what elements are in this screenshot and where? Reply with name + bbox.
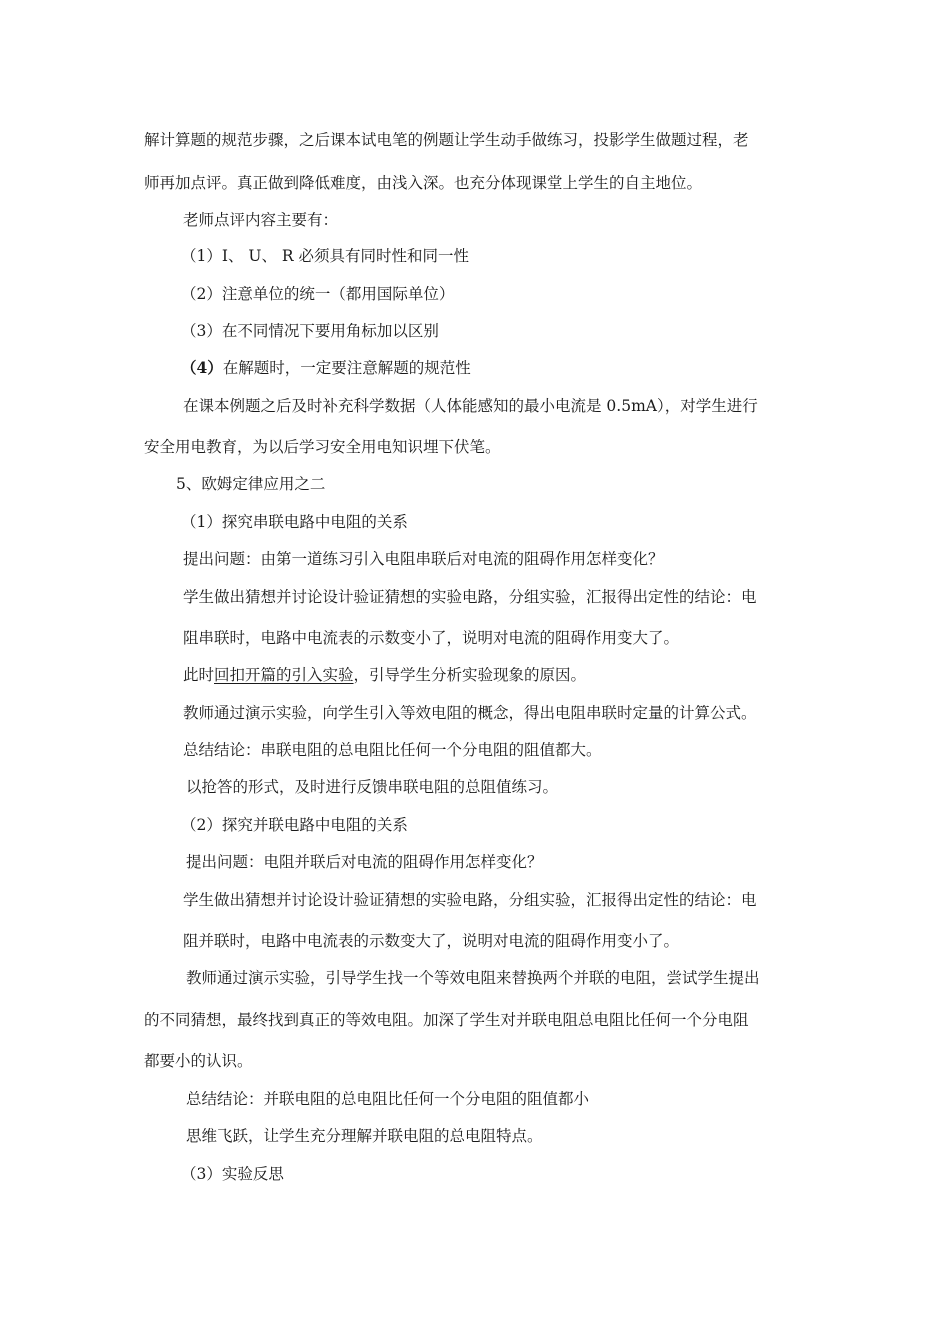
list-item: （3）在不同情况下要用角标加以区别	[181, 322, 439, 340]
paragraph-line: 教师通过演示实验，引导学生找一个等效电阻来替换两个并联的电阻，尝试学生提出	[186, 969, 760, 987]
list-item	[181, 358, 471, 378]
paragraph-line: 总结结论：并联电阻的总电阻比任何一个分电阻的阻值都小	[186, 1090, 590, 1108]
paragraph-line: 阻并联时，电路中电流表的示数变大了，说明对电流的阻碍作用变小了。	[183, 932, 680, 950]
paragraph-line: 学生做出猜想并讨论设计验证猜想的实验电路，分组实验，汇报得出定性的结论：电	[183, 588, 757, 606]
paragraph-line: 以抢答的形式，及时进行反馈串联电阻的总阻值练习。	[186, 778, 559, 796]
paragraph-line: 思维飞跃，让学生充分理解并联电阻的总电阻特点。	[186, 1127, 543, 1145]
subsection-heading: （2）探究并联电路中电阻的关系	[181, 816, 408, 834]
paragraph-line: 总结结论：串联电阻的总电阻比任何一个分电阻的阻值都大。	[183, 741, 602, 759]
paragraph-line: 安全用电教育，为以后学习安全用电知识埋下伏笔。	[144, 438, 501, 456]
subsection-heading: （3）实验反思	[181, 1165, 284, 1183]
list-item-text: 在解题时，一定要注意解题的规范性	[222, 359, 471, 377]
subsection-heading: （1）探究串联电路中电阻的关系	[181, 513, 408, 531]
section-heading: 5、欧姆定律应用之二	[176, 475, 326, 493]
paragraph-line	[183, 665, 586, 685]
paragraph-line: 在课本例题之后及时补充科学数据（人体能感知的最小电流是 0.5mA），对学生进行	[183, 397, 758, 415]
list-item: （1）I、 U、 R 必须具有同时性和同一性	[181, 247, 469, 265]
underlined-phrase: 回扣开篇的引入实验	[214, 666, 354, 684]
paragraph-line: 提出问题：由第一道练习引入电阻串联后对电流的阻碍作用怎样变化？	[183, 550, 664, 568]
paragraph-line: 学生做出猜想并讨论设计验证猜想的实验电路，分组实验，汇报得出定性的结论：电	[183, 891, 757, 909]
paragraph-line: 师再加点评。真正做到降低难度，由浅入深。也充分体现课堂上学生的自主地位。	[144, 174, 703, 192]
paragraph-line: 老师点评内容主要有：	[183, 211, 339, 229]
paragraph-line: 教师通过演示实验，向学生引入等效电阻的概念，得出电阻串联时定量的计算公式。	[183, 704, 757, 722]
paragraph-line: 都要小的认识。	[144, 1052, 253, 1070]
paragraph-line: 阻串联时，电路中电流表的示数变小了，说明对电流的阻碍作用变大了。	[183, 629, 680, 647]
list-number: （4）	[181, 358, 223, 377]
list-item: （2）注意单位的统一（都用国际单位）	[181, 285, 455, 303]
paragraph-line: 解计算题的规范步骤，之后课本试电笔的例题让学生动手做练习，投影学生做题过程，老	[144, 131, 749, 149]
line-suffix: ，引导学生分析实验现象的原因。	[353, 666, 587, 684]
paragraph-line: 的不同猜想，最终找到真正的等效电阻。加深了学生对并联电阻总电阻比任何一个分电阻	[144, 1011, 749, 1029]
line-prefix: 此时	[183, 666, 215, 684]
paragraph-line: 提出问题：电阻并联后对电流的阻碍作用怎样变化？	[186, 853, 543, 871]
